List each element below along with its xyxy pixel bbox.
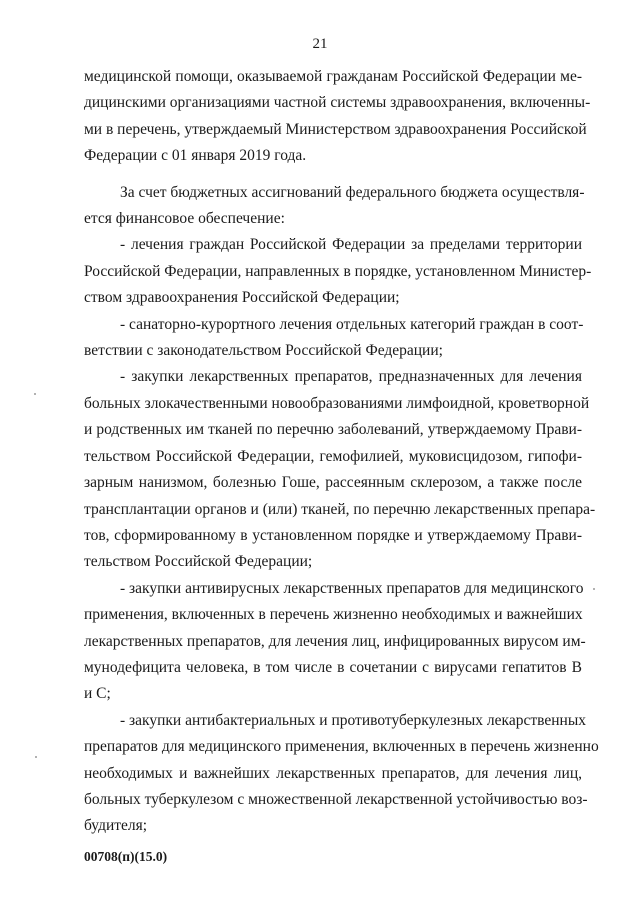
- text-line: - санаторно-курортного лечения отдельных категорий граждан в соот-: [120, 315, 584, 333]
- text-line: тельством Российской Федерации, гемофилией, муковисцидозом, гипофи-: [84, 447, 582, 465]
- text-line: - закупки лекарственных препаратов, предназначенных для лечения: [120, 368, 582, 386]
- text-line: ется финансовое обеспечение:: [84, 210, 285, 228]
- text-line: ветствии с законодательством Российской Федерации;: [84, 342, 443, 360]
- scan-speck: [35, 756, 37, 758]
- list-item: [84, 364, 596, 575]
- paragraph: [84, 180, 585, 233]
- text-line: больных злокачественными новообразованиями лимфоидной, кроветворной: [84, 394, 590, 412]
- text-line: и родственных им тканей по перечню заболеваний, утверждаемому Прави-: [84, 421, 582, 439]
- text-line: медицинской помощи, оказываемой гражданам Российской Федерации ме-: [84, 68, 582, 85]
- text-line: дицинскими организациями частной системы здравоохранения, включенны-: [84, 94, 591, 112]
- list-item: [84, 576, 586, 708]
- page-number: 21: [312, 36, 328, 52]
- document-body: [84, 64, 599, 840]
- text-line: лекарственных препаратов, для лечения лиц, инфицированных вирусом им-: [84, 632, 586, 650]
- text-line: трансплантации органов и (или) тканей, по перечню лекарственных препара-: [84, 500, 596, 518]
- text-line: - закупки антивирусных лекарственных препаратов для медицинского: [120, 579, 584, 597]
- list-item: [84, 708, 599, 840]
- text-line: тельством Российской Федерации;: [84, 553, 313, 571]
- scan-speck: [593, 588, 595, 590]
- text-line: мунодефицита человека, в том числе в сочетании с вирусами гепатитов В: [84, 658, 582, 676]
- text-line: применения, включенных в перечень жизненно необходимых и важнейших: [84, 606, 583, 624]
- text-line: будителя;: [84, 817, 148, 835]
- scan-speck: [34, 393, 36, 395]
- text-line: За счет бюджетных ассигнований федерального бюджета осуществля-: [120, 183, 585, 201]
- text-line: необходимых и важнейших лекарственных препаратов, для лечения лиц,: [84, 764, 582, 782]
- text-line: препаратов для медицинского применения, включенных в перечень жизненно: [84, 738, 599, 756]
- text-line: зарным нанизмом, болезнью Гоше, рассеянным склерозом, а также после: [84, 474, 582, 492]
- list-item: [84, 232, 592, 311]
- text-line: ми в перечень, утверждаемый Министерством здравоохранения Российской: [84, 120, 587, 138]
- paragraph: [84, 64, 591, 170]
- text-line: Федерации с 01 января 2019 года.: [84, 147, 307, 165]
- text-line: тов, сформированному в установленном порядке и утверждаемому Прави-: [84, 526, 582, 544]
- text-line: больных туберкулезом с множественной лекарственной устойчивостью воз-: [84, 790, 588, 808]
- text-line: ством здравоохранения Российской Федерации;: [84, 289, 400, 307]
- document-code: 00708(п)(15.0): [84, 849, 168, 864]
- text-line: - закупки антибактериальных и противотуберкулезных лекарственных: [120, 711, 586, 729]
- list-item: [84, 312, 582, 365]
- text-line: - лечения граждан Российской Федерации за пределами территории: [120, 236, 582, 254]
- text-line: Российской Федерации, направленных в порядке, установленном Министер-: [84, 262, 592, 280]
- text-line: и С;: [84, 685, 111, 703]
